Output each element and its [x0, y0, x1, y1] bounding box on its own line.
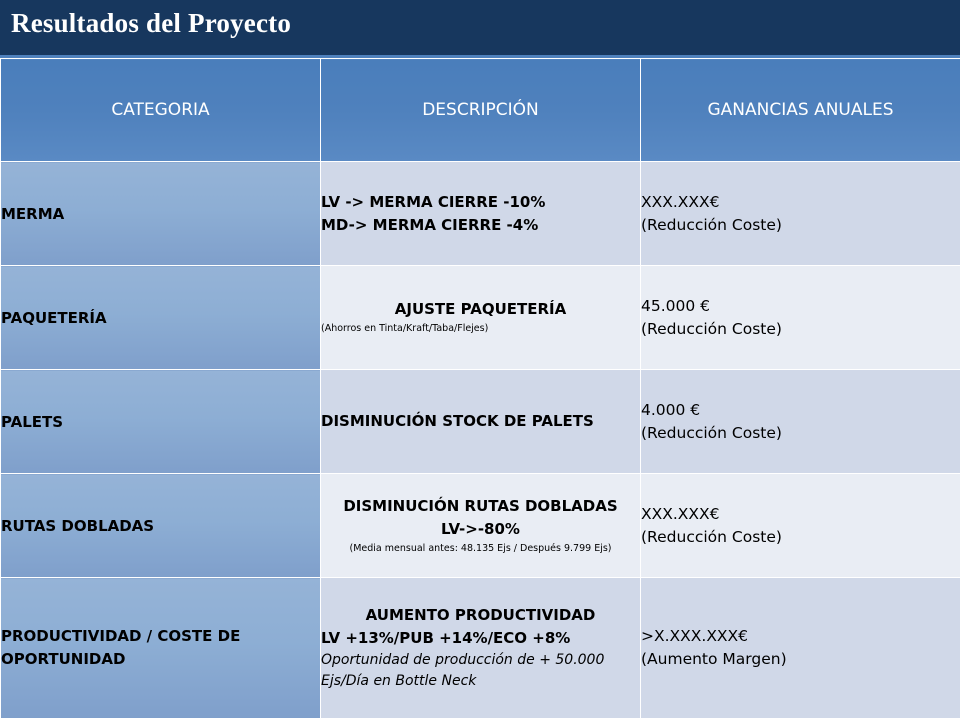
header-ganancias: GANANCIAS ANUALES	[641, 59, 960, 162]
description-main: AUMENTO PRODUCTIVIDAD	[365, 606, 596, 624]
table-row-palets	[1, 370, 960, 474]
description-italic: Oportunidad de producción de + 50.000	[321, 652, 605, 668]
gain-amount: >X.XXX.XXX€	[641, 627, 749, 645]
category-cell	[1, 266, 321, 370]
category-label: PRODUCTIVIDAD / COSTE DE	[1, 627, 241, 645]
gain-cell	[641, 474, 960, 578]
description-line: LV->-80%	[441, 519, 520, 538]
gain-amount: XXX.XXX€	[641, 192, 720, 211]
category-label: PALETS	[1, 412, 64, 431]
category-label: RUTAS DOBLADAS	[1, 516, 155, 535]
description-main: AJUSTE PAQUETERÍA	[394, 300, 567, 318]
description-italic: Ejs/Día en Bottle Neck	[321, 673, 477, 689]
table-row-productividad	[1, 578, 960, 719]
category-cell	[1, 474, 321, 578]
description-cell	[321, 474, 641, 578]
description-cell	[321, 578, 641, 719]
gain-cell	[641, 370, 960, 474]
results-table	[0, 58, 960, 719]
gain-amount: XXX.XXX€	[641, 504, 720, 523]
description-cell	[321, 266, 641, 370]
description-line: DISMINUCIÓN RUTAS DOBLADAS	[343, 496, 618, 515]
category-cell	[1, 370, 321, 474]
table-row-merma	[1, 162, 960, 266]
category-cell	[1, 162, 321, 266]
header-row	[1, 59, 960, 162]
gain-cell	[641, 578, 960, 719]
gain-type: (Reducción Coste)	[641, 527, 782, 546]
category-cell	[1, 578, 321, 719]
slide-title: Resultados del Proyecto	[11, 8, 292, 38]
gain-type: (Reducción Coste)	[641, 423, 782, 442]
description-sub: LV +13%/PUB +14%/ECO +8%	[321, 629, 571, 647]
description-cell	[321, 370, 641, 474]
header-categoria: CATEGORIA	[1, 59, 321, 162]
category-label: MERMA	[1, 204, 65, 223]
description-main: DISMINUCIÓN STOCK DE PALETS	[321, 412, 594, 430]
gain-amount: 45.000 €	[641, 296, 711, 315]
header-descripcion: DESCRIPCIÓN	[321, 59, 641, 162]
description-note: (Ahorros en Tinta/Kraft/Taba/Flejes)	[321, 323, 489, 334]
description-line: MD-> MERMA CIERRE -4%	[321, 215, 539, 234]
gain-cell	[641, 162, 960, 266]
description-line: LV -> MERMA CIERRE -10%	[321, 192, 546, 211]
gain-type: (Reducción Coste)	[641, 319, 782, 338]
table-row-paqueteria	[1, 266, 960, 370]
gain-type: (Aumento Margen)	[641, 650, 787, 668]
gain-amount: 4.000 €	[641, 400, 701, 419]
title-bar	[0, 0, 960, 55]
gain-cell	[641, 266, 960, 370]
category-label: PAQUETERÍA	[1, 308, 107, 327]
description-cell	[321, 162, 641, 266]
category-label: OPORTUNIDAD	[1, 650, 126, 668]
description-note: (Media mensual antes: 48.135 Ejs / Después 9.799 Ejs)	[349, 542, 612, 554]
table-row-rutas-dobladas	[1, 474, 960, 578]
gain-type: (Reducción Coste)	[641, 215, 782, 234]
